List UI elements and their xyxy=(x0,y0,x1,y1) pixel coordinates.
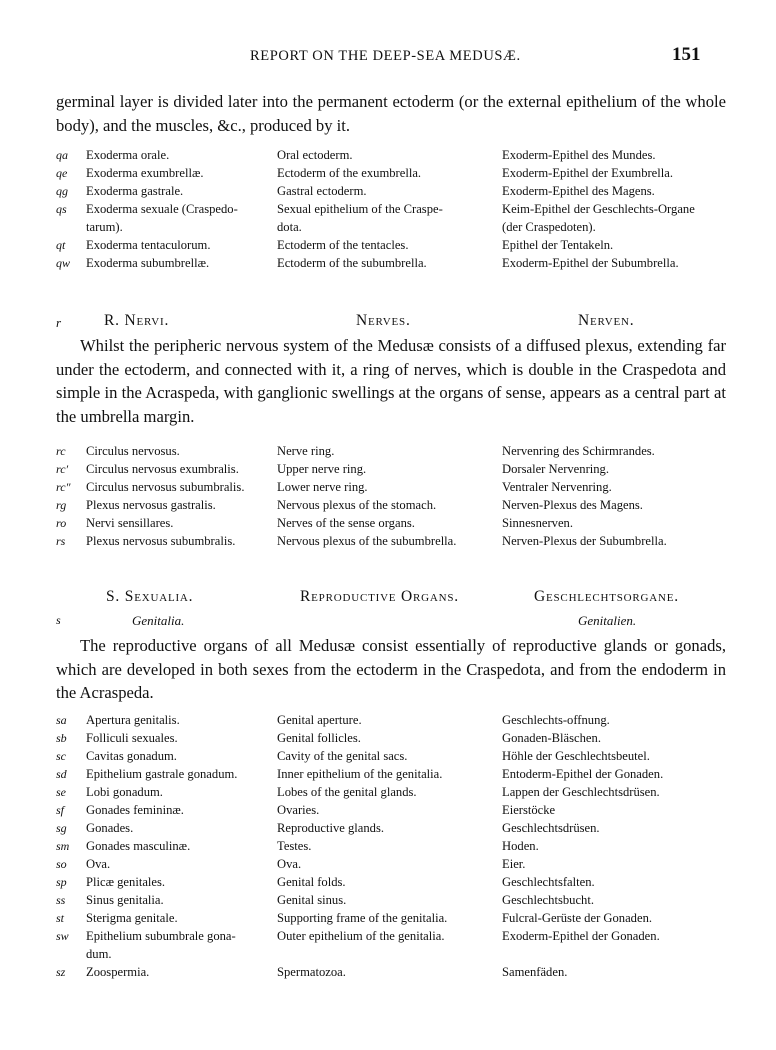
row-abbreviation: sf xyxy=(56,803,65,817)
latin-term: Exoderma orale. xyxy=(86,148,170,162)
english-term: Nervous plexus of the subumbrella. xyxy=(277,534,457,548)
latin-term: Exoderma tentaculorum. xyxy=(86,238,211,252)
row-abbreviation: qt xyxy=(56,238,66,252)
latin-term: Epithelium subumbrale gona- dum. xyxy=(86,929,236,961)
row-abbreviation: sm xyxy=(56,839,70,853)
section-english-title: Reproductive Organs. xyxy=(300,588,459,605)
latin-term: Gonades. xyxy=(86,821,134,835)
table-row xyxy=(0,254,776,272)
english-term: Lower nerve ring. xyxy=(277,480,368,494)
nerves-paragraph-text: Whilst the peripheric nervous system of the Medusæ consists of a diffused plexus, extending far under the ectoderm, and connected with it, a ring of nerves, which is double in the Craspedota and simple in the Acraspeda, with ganglionic swellings at the organs of sense, appears as a central part at the umbrella margin. xyxy=(56,336,726,426)
latin-term: Nervi sensillares. xyxy=(86,516,174,530)
english-term: Spermatozoa. xyxy=(277,965,346,979)
reproductive-table xyxy=(0,711,776,981)
english-term: Nervous plexus of the stomach. xyxy=(277,498,437,512)
nerves-table xyxy=(0,442,776,550)
english-term: Lobes of the genital glands. xyxy=(277,785,417,799)
table-row xyxy=(0,532,776,550)
row-abbreviation: rc xyxy=(56,444,66,458)
german-term: Nerven-Plexus der Subumbrella. xyxy=(502,534,667,548)
latin-term: Exoderma gastrale. xyxy=(86,184,184,198)
english-term: Testes. xyxy=(277,839,312,853)
english-term: Sexual epithelium of the Craspe- dota. xyxy=(277,202,443,234)
german-term: Geschlechtsdrüsen. xyxy=(502,821,600,835)
table-row xyxy=(0,855,776,873)
german-term: Dorsaler Nervenring. xyxy=(502,462,610,476)
section-heading-nerves xyxy=(0,312,776,336)
table-row xyxy=(0,819,776,837)
latin-term: Exoderma sexuale (Craspedo- tarum). xyxy=(86,202,238,234)
german-term: Nerven-Plexus des Magens. xyxy=(502,498,643,512)
english-term: Reproductive glands. xyxy=(277,821,385,835)
german-term: Exoderm-Epithel der Exumbrella. xyxy=(502,166,674,180)
latin-term: Gonades masculinæ. xyxy=(86,839,191,853)
table-row xyxy=(0,164,776,182)
row-abbreviation: so xyxy=(56,857,67,871)
latin-term: Circulus nervosus exumbralis. xyxy=(86,462,239,476)
table-row xyxy=(0,478,776,496)
row-abbreviation: rs xyxy=(56,534,66,548)
german-term: Samenfäden. xyxy=(502,965,568,979)
section-german-subtitle: Genitalien. xyxy=(578,613,637,628)
row-abbreviation: qg xyxy=(56,184,68,198)
table-row xyxy=(0,442,776,460)
section-english-title: Nerves. xyxy=(356,312,411,329)
row-abbreviation: sa xyxy=(56,713,67,727)
english-term: Ova. xyxy=(277,857,302,871)
latin-term: Plexus nervosus subumbralis. xyxy=(86,534,236,548)
row-abbreviation: sz xyxy=(56,965,66,979)
row-abbreviation: sp xyxy=(56,875,67,889)
running-head: REPORT ON THE DEEP-SEA MEDUSÆ. xyxy=(250,48,521,64)
german-term: Höhle der Geschlechtsbeutel. xyxy=(502,749,650,763)
english-term: Ectoderm of the tentacles. xyxy=(277,238,409,252)
german-term: Eier. xyxy=(502,857,526,871)
english-term: Ectoderm of the subumbrella. xyxy=(277,256,427,270)
german-term: Lappen der Geschlechtsdrüsen. xyxy=(502,785,660,799)
row-abbreviation: qs xyxy=(56,202,67,216)
german-term: Geschlechts-offnung. xyxy=(502,713,610,727)
german-term: Fulcral-Gerüste der Gonaden. xyxy=(502,911,653,925)
german-term: Exoderm-Epithel der Subumbrella. xyxy=(502,256,679,270)
german-term: Geschlechtsbucht. xyxy=(502,893,594,907)
section-subheading-reproductive xyxy=(0,613,776,633)
table-row xyxy=(0,927,776,963)
latin-term: Exoderma subumbrellæ. xyxy=(86,256,210,270)
section-abbreviation: s xyxy=(56,613,61,627)
section-german-title: Geschlechtsorgane. xyxy=(534,588,679,605)
reproductive-paragraph-text: The reproductive organs of all Medusæ consist essentially of reproductive glands or gonads, which are developed in both sexes from the ectoderm in the Craspedota, and from the endoderm in the Acraspeda. xyxy=(56,636,726,702)
english-term: Genital sinus. xyxy=(277,893,347,907)
german-term: Gonaden-Bläschen. xyxy=(502,731,601,745)
table-row xyxy=(0,891,776,909)
table-row xyxy=(0,837,776,855)
latin-term: Folliculi sexuales. xyxy=(86,731,178,745)
latin-term: Apertura genitalis. xyxy=(86,713,180,727)
english-term: Nerve ring. xyxy=(277,444,335,458)
section-german-title: Nerven. xyxy=(578,312,635,329)
english-term: Ovaries. xyxy=(277,803,320,817)
section-latin-title: S. Sexualia. xyxy=(106,588,194,605)
german-term: Keim-Epithel der Geschlechts-Organe (der Craspedoten). xyxy=(502,202,695,234)
english-term: Genital folds. xyxy=(277,875,346,889)
table-row xyxy=(0,182,776,200)
ectoderm-table xyxy=(0,146,776,272)
german-term: Epithel der Tentakeln. xyxy=(502,238,614,252)
row-abbreviation: rg xyxy=(56,498,67,512)
latin-term: Epithelium gastrale gonadum. xyxy=(86,767,238,781)
row-abbreviation: sg xyxy=(56,821,67,835)
german-term: Ventraler Nervenring. xyxy=(502,480,612,494)
table-row xyxy=(0,873,776,891)
english-term: Upper nerve ring. xyxy=(277,462,367,476)
row-abbreviation: qe xyxy=(56,166,68,180)
latin-term: Lobi gonadum. xyxy=(86,785,163,799)
english-term: Supporting frame of the genitalia. xyxy=(277,911,448,925)
table-row xyxy=(0,783,776,801)
section-latin-title: R. Nervi. xyxy=(104,312,170,329)
latin-term: Exoderma exumbrellæ. xyxy=(86,166,204,180)
table-row xyxy=(0,236,776,254)
latin-term: Cavitas gonadum. xyxy=(86,749,177,763)
nerves-paragraph xyxy=(56,334,726,428)
section-latin-subtitle: Genitalia. xyxy=(132,613,185,628)
page-header xyxy=(0,44,776,74)
table-row xyxy=(0,801,776,819)
table-row xyxy=(0,200,776,236)
latin-term: Gonades femininæ. xyxy=(86,803,184,817)
row-abbreviation: se xyxy=(56,785,66,799)
latin-term: Circulus nervosus. xyxy=(86,444,180,458)
english-term: Oral ectoderm. xyxy=(277,148,353,162)
latin-term: Plicæ genitales. xyxy=(86,875,166,889)
table-row xyxy=(0,747,776,765)
table-row xyxy=(0,765,776,783)
row-abbreviation: ss xyxy=(56,893,66,907)
german-term: Nervenring des Schirmrandes. xyxy=(502,444,655,458)
section-abbreviation: r xyxy=(56,315,62,330)
german-term: Geschlechtsfalten. xyxy=(502,875,595,889)
row-abbreviation: rc″ xyxy=(56,480,71,494)
english-term: Outer epithelium of the genitalia. xyxy=(277,929,445,943)
german-term: Eierstöcke xyxy=(502,803,556,817)
latin-term: Circulus nervosus subumbralis. xyxy=(86,480,245,494)
page-number: 151 xyxy=(672,44,701,65)
table-row xyxy=(0,514,776,532)
english-term: Genital aperture. xyxy=(277,713,362,727)
english-term: Nerves of the sense organs. xyxy=(277,516,415,530)
german-term: Entoderm-Epithel der Gonaden. xyxy=(502,767,664,781)
table-row xyxy=(0,729,776,747)
table-row xyxy=(0,909,776,927)
latin-term: Sterigma genitale. xyxy=(86,911,178,925)
row-abbreviation: st xyxy=(56,911,65,925)
english-term: Gastral ectoderm. xyxy=(277,184,367,198)
row-abbreviation: qa xyxy=(56,148,68,162)
table-row xyxy=(0,711,776,729)
section-heading-reproductive xyxy=(0,588,776,612)
latin-term: Plexus nervosus gastralis. xyxy=(86,498,216,512)
table-row xyxy=(0,146,776,164)
english-term: Inner epithelium of the genitalia. xyxy=(277,767,443,781)
german-term: Sinnesnerven. xyxy=(502,516,573,530)
row-abbreviation: rc′ xyxy=(56,462,69,476)
english-term: Cavity of the genital sacs. xyxy=(277,749,408,763)
row-abbreviation: sw xyxy=(56,929,69,943)
german-term: Exoderm-Epithel des Magens. xyxy=(502,184,655,198)
english-term: Genital follicles. xyxy=(277,731,361,745)
row-abbreviation: ro xyxy=(56,516,67,530)
latin-term: Zoospermia. xyxy=(86,965,150,979)
table-row xyxy=(0,963,776,981)
intro-paragraph: germinal layer is divided later into the permanent ectoderm (or the external epithelium of the whole body), and the muscles, &c., produced by it. xyxy=(56,92,726,135)
german-term: Exoderm-Epithel der Gonaden. xyxy=(502,929,660,943)
table-row xyxy=(0,460,776,478)
reproductive-paragraph xyxy=(56,634,726,705)
german-term: Exoderm-Epithel des Mundes. xyxy=(502,148,656,162)
row-abbreviation: qw xyxy=(56,256,71,270)
row-abbreviation: sc xyxy=(56,749,66,763)
german-term: Hoden. xyxy=(502,839,539,853)
english-term: Ectoderm of the exumbrella. xyxy=(277,166,422,180)
latin-term: Sinus genitalia. xyxy=(86,893,164,907)
latin-term: Ova. xyxy=(86,857,111,871)
row-abbreviation: sb xyxy=(56,731,67,745)
table-row xyxy=(0,496,776,514)
row-abbreviation: sd xyxy=(56,767,67,781)
